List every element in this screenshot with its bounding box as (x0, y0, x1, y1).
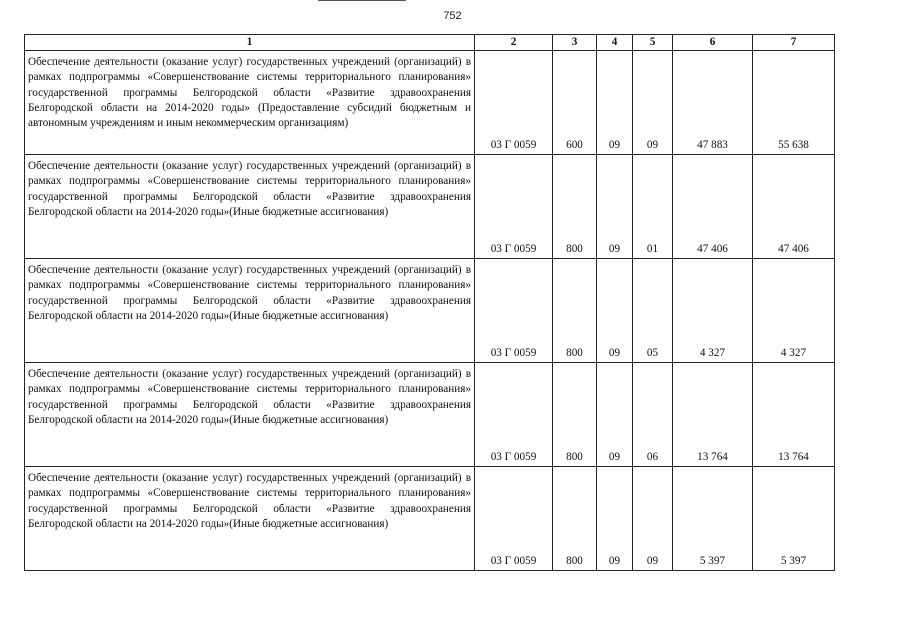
row-description: Обеспечение деятельности (оказание услуг) государственных учреждений (организаций) в рамках подпрограммы «Совершенствование системы территориального планирования» государственной программы Белгородской области «Развитие здравоохранения Белгородской области на 2014-2020 годы»(Иные бюджетные ассигнования) (25, 259, 475, 363)
row-section: 09 (597, 259, 633, 363)
column-header-7: 7 (753, 35, 835, 51)
row-subsection: 06 (633, 363, 673, 467)
row-subsection: 09 (633, 467, 673, 571)
table-header-row (25, 35, 835, 51)
column-header-3: 3 (553, 35, 597, 51)
column-header-1: 1 (25, 35, 475, 51)
row-sum-2: 5 397 (753, 467, 835, 571)
row-section: 09 (597, 467, 633, 571)
row-code: 03 Г 0059 (475, 467, 553, 571)
row-code: 03 Г 0059 (475, 259, 553, 363)
row-expense-type: 600 (553, 51, 597, 155)
budget-table (24, 34, 835, 571)
row-code: 03 Г 0059 (475, 363, 553, 467)
row-subsection: 01 (633, 155, 673, 259)
table-row (25, 155, 835, 259)
row-expense-type: 800 (553, 467, 597, 571)
row-description: Обеспечение деятельности (оказание услуг) государственных учреждений (организаций) в рамках подпрограммы «Совершенствование системы территориального планирования» государственной программы Белгородской области «Развитие здравоохранения Белгородской области на 2014-2020 годы» (Предоставление субсидий бюджетным и автономным учреждениям и иным некоммерческим организациям) (25, 51, 475, 155)
row-description: Обеспечение деятельности (оказание услуг) государственных учреждений (организаций) в рамках подпрограммы «Совершенствование системы территориального планирования» государственной программы Белгородской области «Развитие здравоохранения Белгородской области на 2014-2020 годы»(Иные бюджетные ассигнования) (25, 467, 475, 571)
row-sum-1: 4 327 (673, 259, 753, 363)
row-sum-2: 4 327 (753, 259, 835, 363)
column-header-6: 6 (673, 35, 753, 51)
table-row (25, 363, 835, 467)
top-rule (318, 0, 406, 1)
row-sum-1: 5 397 (673, 467, 753, 571)
row-expense-type: 800 (553, 363, 597, 467)
row-sum-2: 47 406 (753, 155, 835, 259)
row-sum-1: 47 406 (673, 155, 753, 259)
row-sum-2: 55 638 (753, 51, 835, 155)
row-subsection: 09 (633, 51, 673, 155)
row-code: 03 Г 0059 (475, 155, 553, 259)
table-row (25, 467, 835, 571)
column-header-4: 4 (597, 35, 633, 51)
row-subsection: 05 (633, 259, 673, 363)
column-header-5: 5 (633, 35, 673, 51)
row-expense-type: 800 (553, 155, 597, 259)
row-sum-1: 13 764 (673, 363, 753, 467)
table-row (25, 259, 835, 363)
row-sum-2: 13 764 (753, 363, 835, 467)
row-description: Обеспечение деятельности (оказание услуг) государственных учреждений (организаций) в рамках подпрограммы «Совершенствование системы территориального планирования» государственной программы Белгородской области «Развитие здравоохранения Белгородской области на 2014-2020 годы»(Иные бюджетные ассигнования) (25, 363, 475, 467)
row-section: 09 (597, 51, 633, 155)
column-header-2: 2 (475, 35, 553, 51)
row-section: 09 (597, 155, 633, 259)
row-sum-1: 47 883 (673, 51, 753, 155)
row-code: 03 Г 0059 (475, 51, 553, 155)
table-row (25, 51, 835, 155)
row-section: 09 (597, 363, 633, 467)
row-expense-type: 800 (553, 259, 597, 363)
row-description: Обеспечение деятельности (оказание услуг) государственных учреждений (организаций) в рамках подпрограммы «Совершенствование системы территориального планирования» государственной программы Белгородской области «Развитие здравоохранения Белгородской области на 2014-2020 годы»(Иные бюджетные ассигнования) (25, 155, 475, 259)
page-number: 752 (443, 10, 462, 22)
